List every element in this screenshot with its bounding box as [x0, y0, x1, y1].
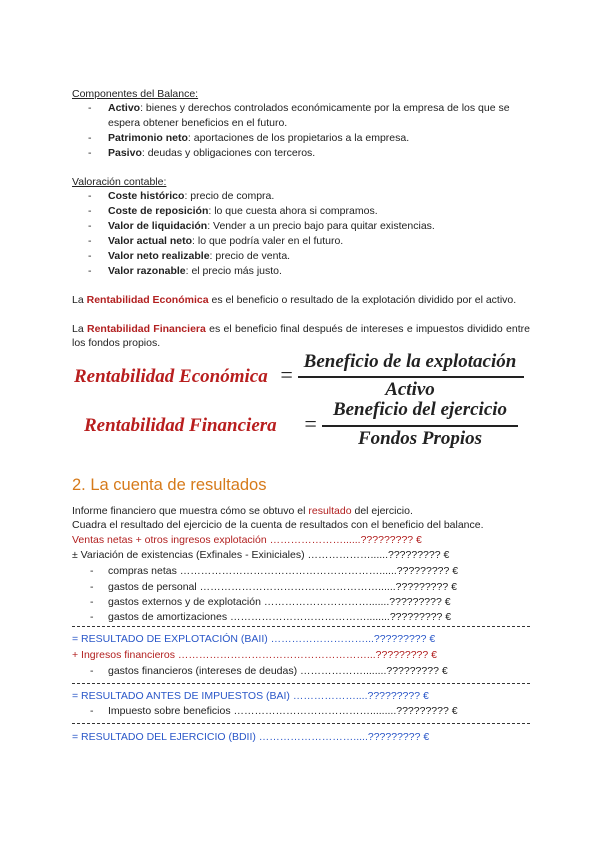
equals-sign: =: [279, 362, 294, 387]
intro-line-1: [72, 504, 413, 518]
definition: : bienes y derechos controlados económicamente por la empresa de los que se espera obtener beneficios en el futuro.: [108, 102, 510, 129]
definition: : lo que podría valer en el futuro.: [192, 235, 344, 247]
valoracion-list: [72, 189, 532, 279]
divider: [72, 723, 530, 724]
variacion-line: ± Variación de existencias (Exfinales - Exiniciales) ………………......????????? €: [72, 549, 450, 561]
compras-line: compras netas …………………………………………………......????????? €: [108, 565, 459, 577]
bait-line: = RESULTADO DE EXPLOTACIÓN (BAII) ………………………...????????? €: [72, 633, 436, 645]
text: es el beneficio final después de intereses e impuestos dividido entre los fondos propios.: [72, 323, 530, 349]
definition: : el precio más justo.: [185, 265, 282, 277]
dash: -: [90, 705, 94, 717]
text: La: [72, 294, 87, 306]
dash: -: [90, 611, 94, 623]
list-item: - Valor razonable: el precio más justo.: [88, 265, 282, 277]
definition: : aportaciones de los propietarios a la empresa.: [187, 132, 410, 144]
term: Patrimonio neto: [108, 132, 188, 144]
balance-list: [72, 101, 532, 161]
bai-line: = RESULTADO ANTES DE IMPUESTOS (BAI) ………………....????????? €: [72, 690, 429, 702]
list-item: - Valor actual neto: lo que podría valer en el futuro.: [88, 235, 344, 247]
divider: [72, 626, 530, 627]
equals-sign: =: [303, 411, 318, 436]
externos-line: gastos externos y de explotación ………………………….......????????? €: [108, 596, 451, 608]
list-item: - Valor neto realizable: precio de venta.: [88, 250, 291, 262]
fraction-bar: [298, 376, 524, 378]
list-item: - Pasivo: deudas y obligaciones con terceros.: [88, 147, 316, 159]
list-item: - Coste de reposición: lo que cuesta ahora si compramos.: [88, 205, 378, 217]
balance-title: Componentes del Balance:: [72, 88, 199, 100]
dash: -: [90, 581, 94, 593]
definition: : lo que cuesta ahora si compramos.: [208, 205, 378, 217]
definition: : Vender a un precio bajo para quitar existencias.: [207, 220, 435, 232]
rentabilidad-economica-paragraph: [72, 293, 530, 307]
formula-label: Rentabilidad Financiera: [84, 415, 277, 436]
highlight-term: Rentabilidad Económica: [86, 294, 209, 306]
section-heading: 2. La cuenta de resultados: [72, 476, 267, 494]
text: Informe financiero que muestra cómo se obtuvo el: [72, 505, 309, 517]
term: Valor de liquidación: [108, 220, 208, 232]
formula-label: Rentabilidad Económica: [74, 366, 268, 387]
text: del ejercicio.: [351, 505, 413, 517]
definition: : precio de compra.: [184, 190, 275, 202]
highlight-term: Rentabilidad Financiera: [87, 323, 206, 335]
numerator: Beneficio de la explotación: [303, 351, 517, 372]
amortizaciones-line: gastos de amortizaciones …………………………………........????????? €: [108, 611, 452, 623]
term: Coste de reposición: [108, 205, 209, 217]
divider: [72, 683, 530, 684]
definition: : precio de venta.: [209, 250, 291, 262]
text: es el beneficio o resultado de la explotación dividido por el activo.: [208, 294, 517, 306]
dash: -: [90, 596, 94, 608]
personal-line: gastos de personal ……………………………………………......????????? €: [108, 581, 457, 593]
list-item: - Patrimonio neto: aportaciones de los propietarios a la empresa.: [88, 132, 410, 144]
denominator: Activo: [385, 379, 435, 400]
list-item: - Coste histórico: precio de compra.: [88, 190, 275, 202]
denominator: Fondos Propios: [357, 428, 483, 449]
rentabilidad-financiera-paragraph: [72, 322, 530, 350]
intro-line-2: Cuadra el resultado del ejercicio de la cuenta de resultados con el beneficio del balance.: [72, 519, 484, 531]
ingresos-financieros-line: + Ingresos financieros ………………………………………………...????????? €: [72, 649, 437, 661]
text: La: [72, 323, 87, 335]
term: Pasivo: [108, 147, 142, 159]
list-item: - Valor de liquidación: Vender a un precio bajo para quitar existencias.: [88, 220, 435, 232]
fraction-bar: [322, 425, 518, 427]
impuesto-line: Impuesto sobre beneficios ………………………………….........????????? €: [108, 705, 458, 717]
dash: -: [90, 565, 94, 577]
term: Valor actual neto: [108, 235, 193, 247]
ventas-line: Ventas netas + otros ingresos explotación …………………......????????? €: [72, 534, 422, 546]
dash: -: [90, 665, 94, 677]
list-item: - Activo: bienes y derechos controlados económicamente por la empresa de los que se espera obtener beneficios en el futuro.: [88, 102, 510, 129]
term: Coste histórico: [108, 190, 185, 202]
term: Valor neto realizable: [108, 250, 210, 262]
term: Activo: [108, 102, 141, 114]
highlight-term: resultado: [308, 505, 352, 517]
definition: : deudas y obligaciones con terceros.: [141, 147, 316, 159]
numerator: Beneficio del ejercicio: [332, 399, 508, 420]
term: Valor razonable: [108, 265, 186, 277]
bdii-line: = RESULTADO DEL EJERCICIO (BDII) ……………………….....????????? €: [72, 731, 430, 743]
valoracion-title: Valoración contable:: [72, 176, 167, 188]
gastos-financieros-line: gastos financieros (intereses de deudas) ………………........????????? €: [108, 665, 448, 677]
